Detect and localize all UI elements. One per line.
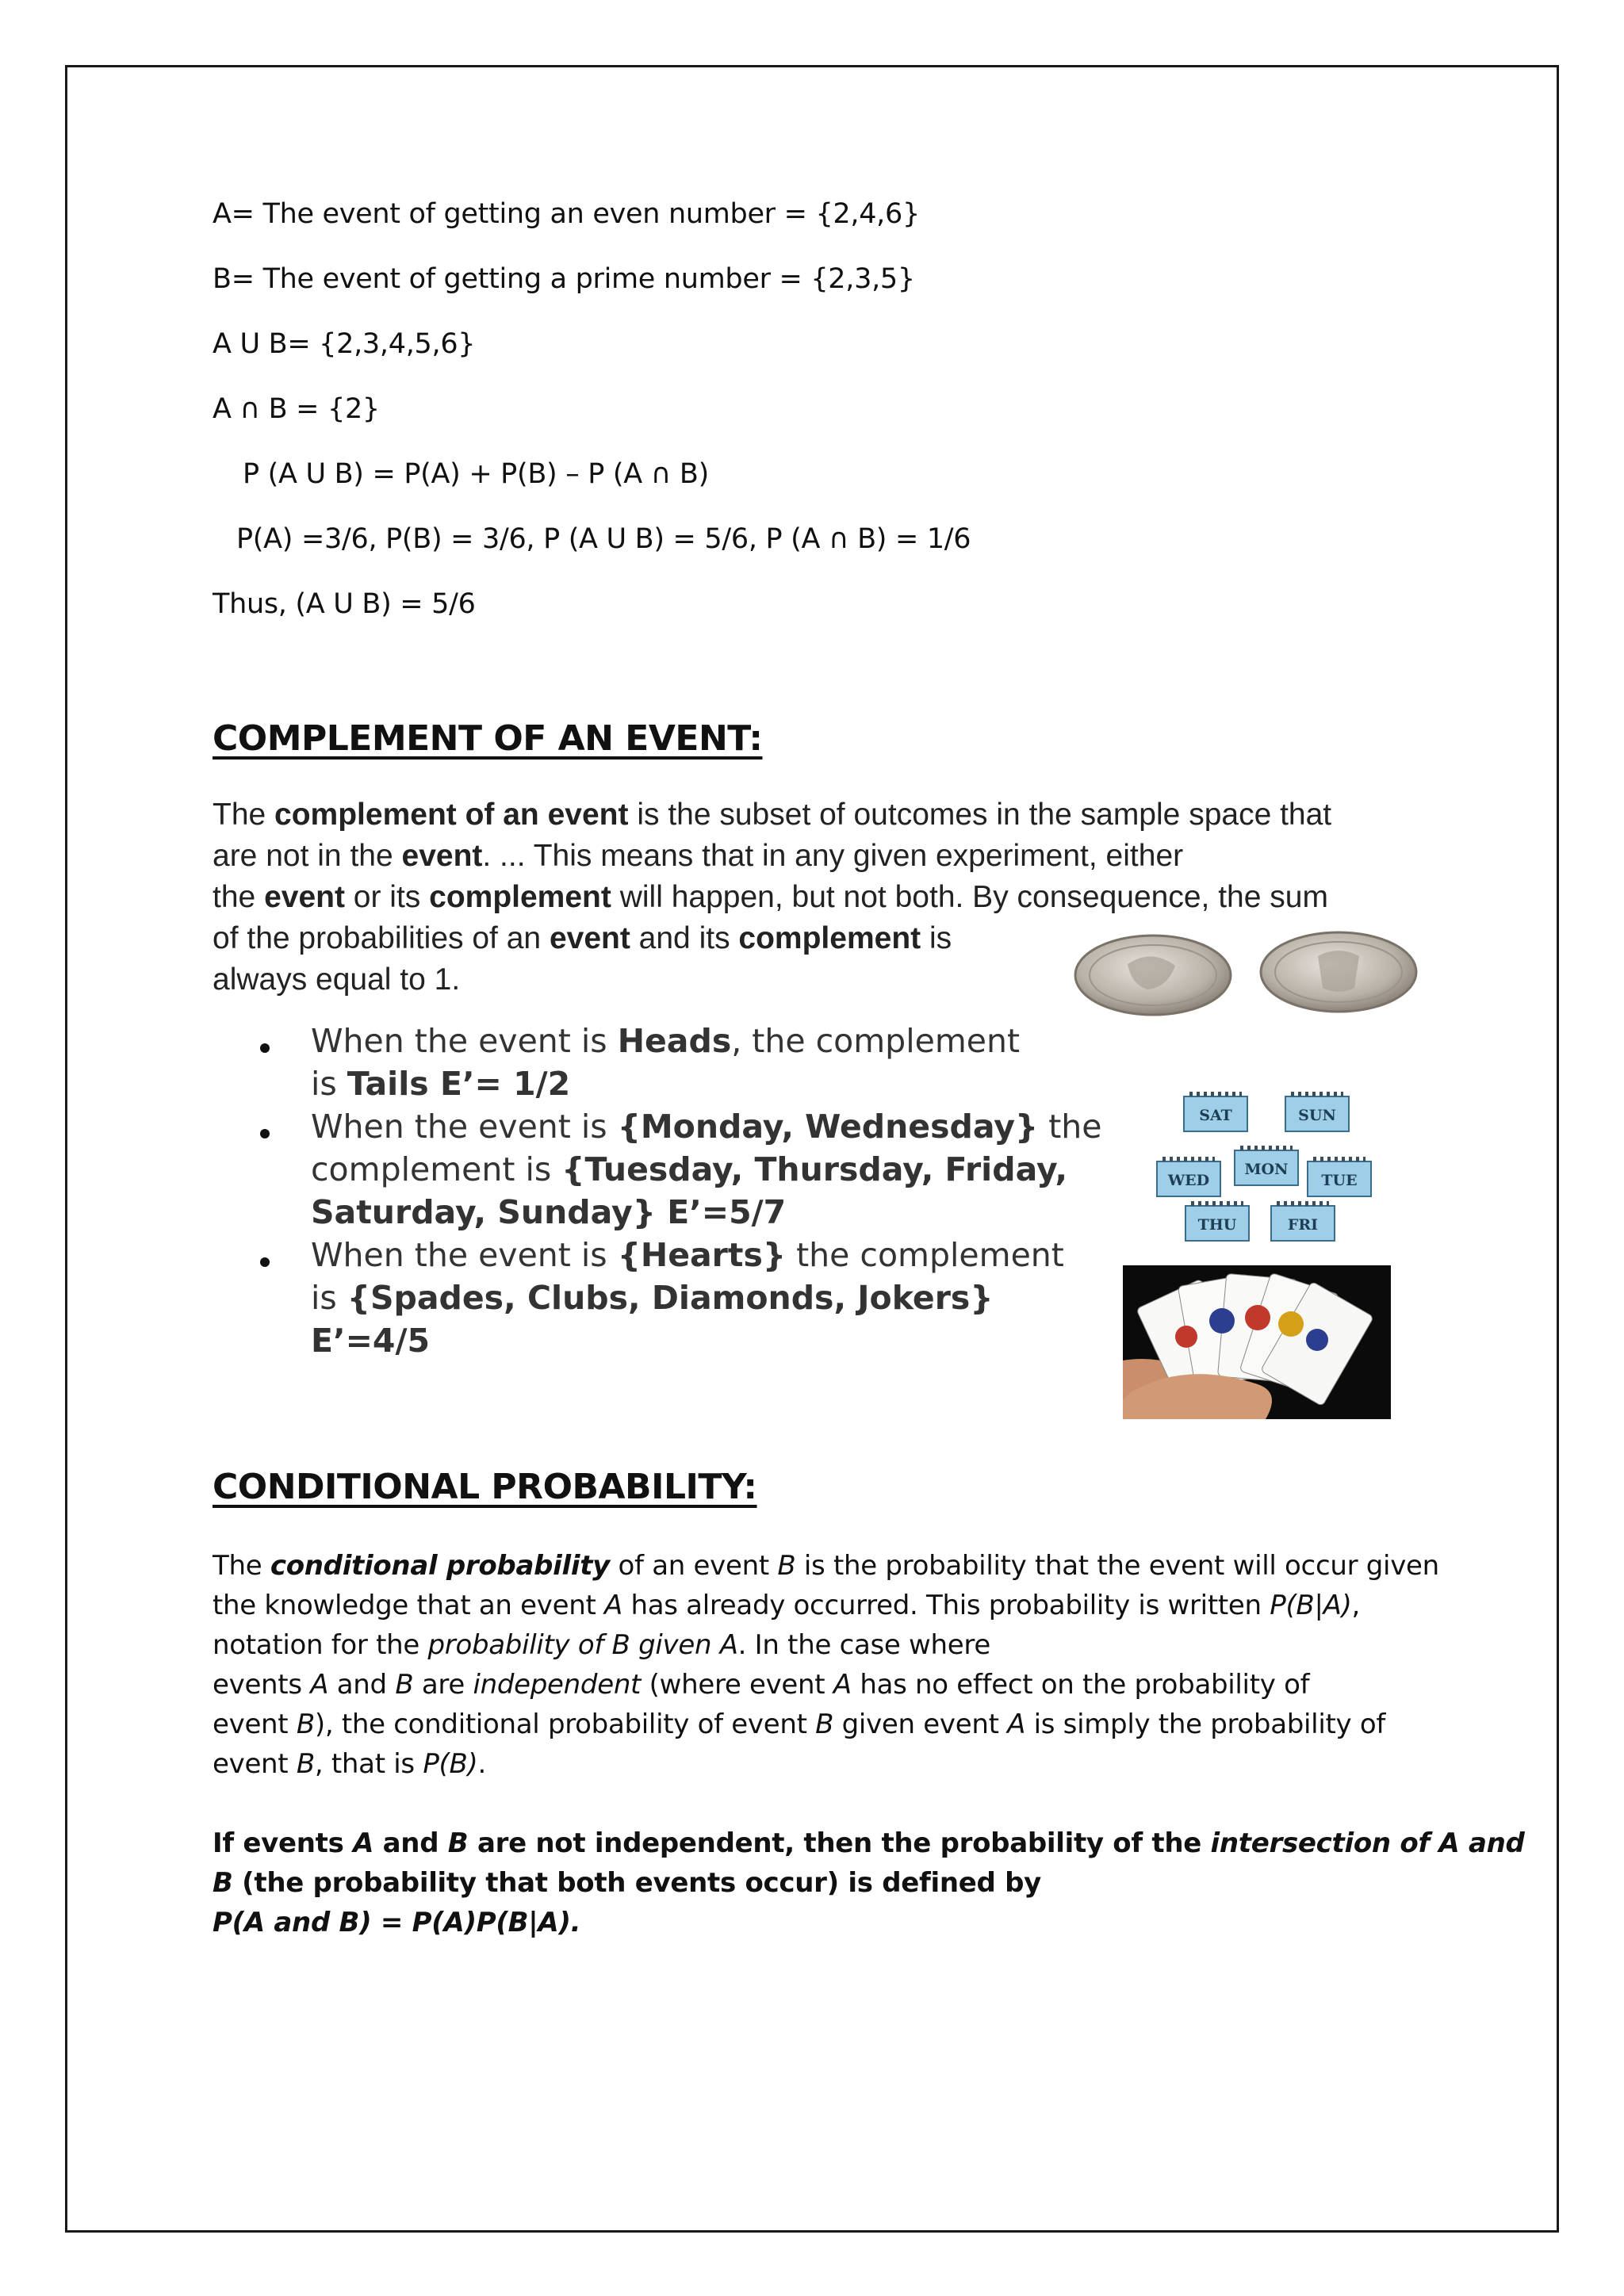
conditional-paragraph: The conditional probability of an event B is the probability that the event will occur given the knowledge that an event A has already occurred. This probability is written P(B|A), notation for the probability of B given A. In the case where events A and B are independent (where event A has no effect on the probability of event B), the conditional probability of event B given event A is simply the probability of event B, that is P(B). [213,1550,1439,1780]
conditional-definition: If events A and B are not independent, then the probability of the intersection of A and B (the probability that both events occur) is defined by P(A and B) = P(A)P(B|A). [213,1827,1525,1938]
calendar-days-image [1151,1086,1381,1245]
calendar-day-icon: WED [1156,1161,1221,1197]
calendar-day-icon: SAT [1183,1096,1248,1132]
complement-paragraph: The complement of an event is the subset of outcomes in the sample space that are not in the event. ... This means that in any given experiment, either the event or its complement will happen, but not both. By consequence, the sum of the probabilities of an event and its complement is always equal to 1. [213,798,1332,997]
event-a-definition: A= The event of getting an even number = {2,4,6} [213,198,920,230]
coins-image [1072,924,1419,1020]
bullet-days: When the event is {Monday, Wednesday} the complement is {Tuesday, Thursday, Friday, Saturday, Sunday} E’=5/7 [311,1108,1102,1231]
probability-values: P(A) =3/6, P(B) = 3/6, P (A U B) = 5/6, P (A ∩ B) = 1/6 [236,523,971,555]
event-b-definition: B= The event of getting a prime number = {2,3,5} [213,263,915,295]
calendar-day-icon: THU [1185,1205,1250,1242]
calendar-day-icon: TUE [1307,1161,1372,1197]
complement-heading: COMPLEMENT OF AN EVENT: [213,718,763,759]
union-set: A U B= {2,3,4,5,6} [213,328,476,360]
calendar-day-icon: SUN [1285,1096,1350,1132]
conditional-heading: CONDITIONAL PROBABILITY: [213,1467,757,1507]
bullet-dot [260,1129,270,1138]
bullet-dot [260,1257,270,1267]
calendar-day-icon: MON [1234,1150,1299,1186]
bullet-dot [260,1043,270,1053]
bullet-hearts: When the event is {Hearts} the complement is {Spades, Clubs, Diamonds, Jokers} E’=4/5 [311,1236,1064,1360]
addition-rule: P (A U B) = P(A) + P(B) – P (A ∩ B) [243,458,709,490]
union-result: Thus, (A U B) = 5/6 [213,588,476,620]
calendar-day-icon: FRI [1270,1205,1335,1242]
playing-cards-image [1123,1265,1391,1419]
bullet-heads: When the event is Heads, the complement is Tails E’= 1/2 [311,1022,1021,1103]
intersection-set: A ∩ B = {2} [213,393,380,425]
